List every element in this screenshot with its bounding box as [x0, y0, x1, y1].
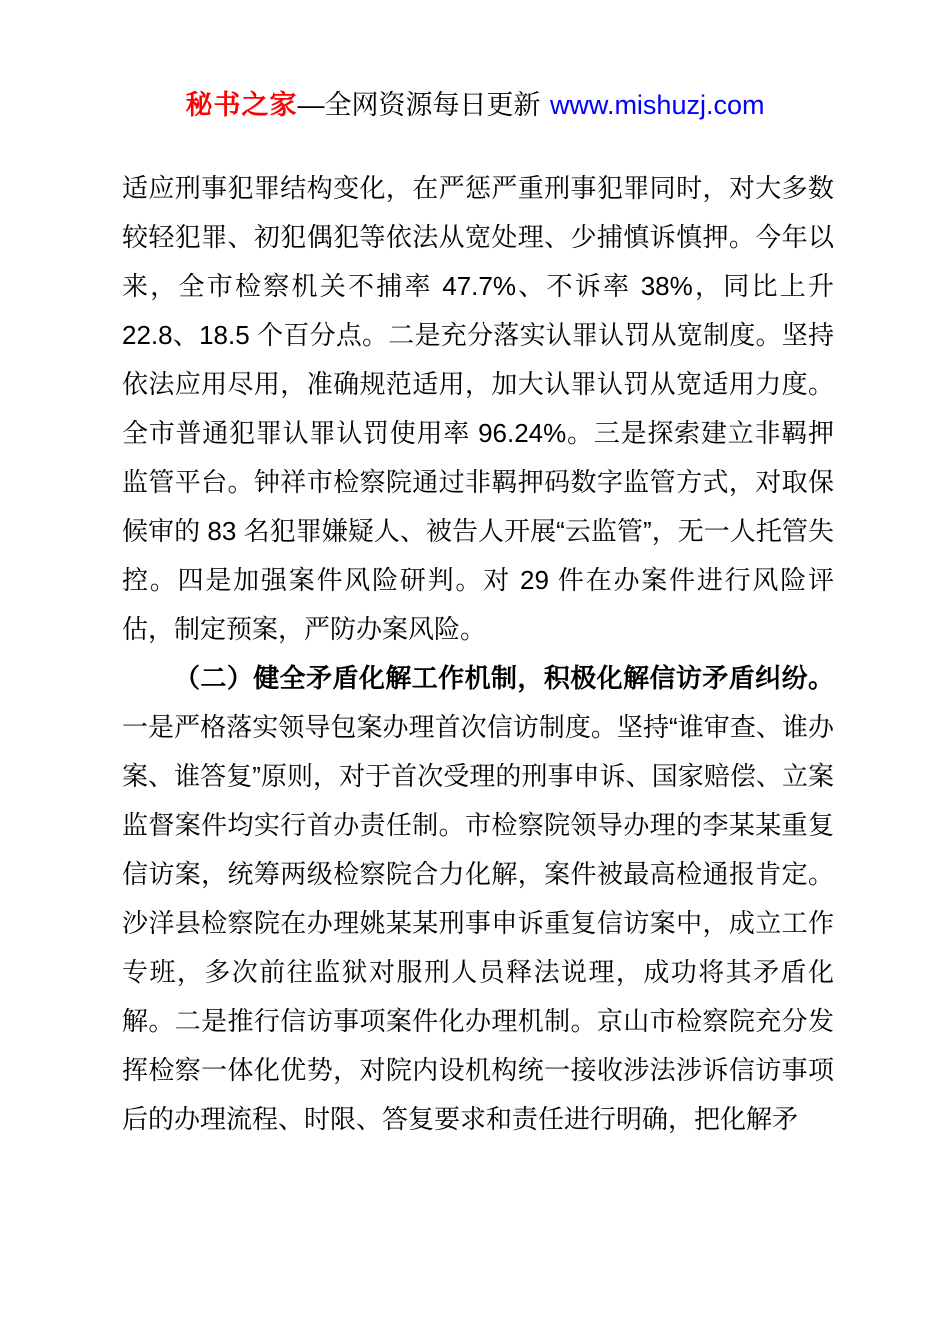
site-url-link[interactable]: www.mishuzj.com	[549, 90, 765, 120]
section-two-heading: （二）健全矛盾化解工作机制，积极化解信访矛盾纠纷。	[174, 663, 834, 693]
section-two-body-text: 一是严格落实领导包案办理首次信访制度。坚持“谁审查、谁办案、谁答复”原则，对于首次受理的刑事申诉、国家赔偿、立案监督案件均实行首办责任制。市检察院领导办理的李某某重复信访案，统筹两级检察院合力化解，案件被最高检通报肯定。沙洋县检察院在办理姚某某刑事申诉重复信访案中，成立工作专班，多次前往监狱对服刑人员释法说理，成功将其矛盾化解。二是推行信访事项案件化办理机制。京山市检察院充分发挥检察一体化优势，对院内设机构统一接收涉法涉诉信访事项后的办理流程、时限、答复要求和责任进行明确，把化解矛	[122, 712, 834, 1134]
document-body	[122, 164, 834, 1144]
paragraph-section-two	[122, 654, 834, 1144]
site-tagline: —全网资源每日更新	[297, 90, 541, 120]
paragraph-continuation: 适应刑事犯罪结构变化，在严惩严重刑事犯罪同时，对大多数较轻犯罪、初犯偶犯等依法从宽处理、少捕慎诉慎押。今年以来，全市检察机关不捕率 47.7%、不诉率 38%，同比上升 22.8、18.5 个百分点。二是充分落实认罪认罚从宽制度。坚持依法应用尽用，准确规范适用，加大认罪认罚从宽适用力度。全市普通犯罪认罪认罚使用率 96.24%。三是探索建立非羁押监管平台。钟祥市检察院通过非羁押码数字监管方式，对取保候审的 83 名犯罪嫌疑人、被告人开展“云监管”，无一人托管失控。四是加强案件风险研判。对 29 件在办案件进行风险评估，制定预案，严防办案风险。	[122, 173, 834, 644]
site-brand-name: 秘书之家	[185, 90, 298, 120]
page-header	[0, 0, 950, 122]
